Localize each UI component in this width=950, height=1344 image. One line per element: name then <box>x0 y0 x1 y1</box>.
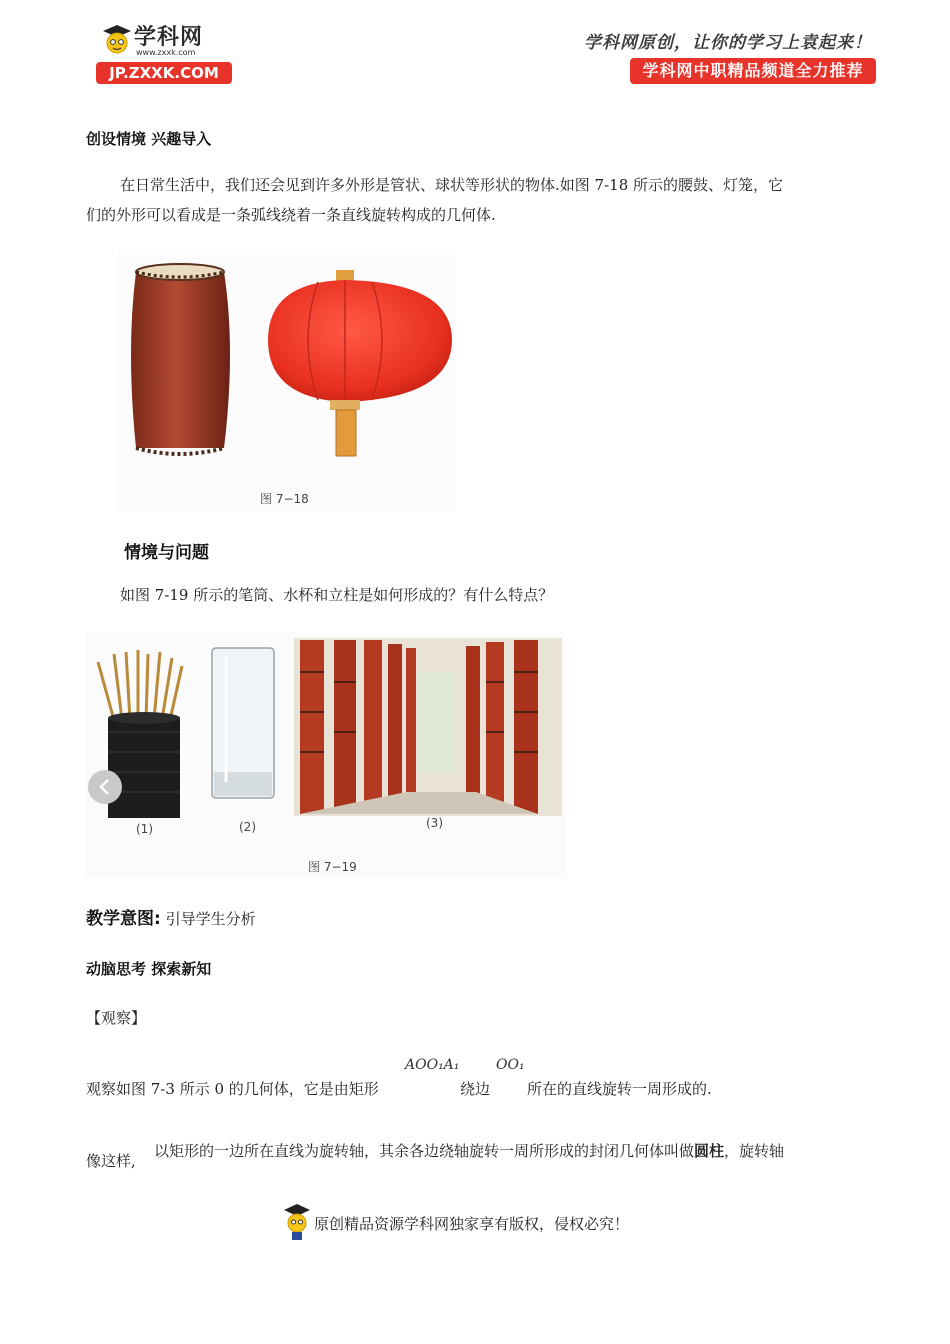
header-banner[interactable]: 学科网中职精品频道全力推荐 <box>630 58 876 84</box>
teaching-intent-text: 引导学生分析 <box>160 910 256 928</box>
columns-image <box>294 638 562 816</box>
footer-copyright: 原创精品资源学科网独家享有版权，侵权必究！ <box>314 1215 630 1233</box>
figure-7-19 <box>86 632 566 878</box>
intro-paragraph-line2: 们的外形可以看成是一条弧线绕着一条直线旋转构成的几何体. <box>86 206 496 224</box>
site-logo[interactable] <box>96 18 234 88</box>
cylinder-definition-a: 以矩形的一边所在直线为旋转轴，其余各边绕轴旋转一周所形成的封闭几何体叫做 <box>154 1142 695 1160</box>
like-this-text: 像这样, <box>86 1152 136 1170</box>
question-paragraph: 如图 7-19 所示的笔筒、水杯和立柱是如何形成的？有什么特点？ <box>120 586 554 604</box>
observe-text-a: 观察如图 7-3 所示 0 的几何体，它是由矩形 <box>86 1080 379 1098</box>
logo-url: www.zxxk.com <box>136 48 196 57</box>
intro-paragraph-line1: 在日常生活中，我们还会见到许多外形是管状、球状等形状的物体.如图 7-18 所示的腰鼓、灯笼，它 <box>120 176 784 194</box>
figure-7-18-illustration <box>118 250 456 512</box>
math-rectangle: AOO₁A₁ <box>405 1057 460 1073</box>
section-title-question: 情境与问题 <box>124 543 209 563</box>
teaching-intent-label: 教学意图: <box>86 909 161 929</box>
observe-text-c: 所在的直线旋转一周形成的. <box>527 1080 712 1098</box>
observe-text-b: 绕边 <box>460 1080 491 1098</box>
mascot-icon <box>100 22 134 56</box>
figure-7-18-caption: 图 7−18 <box>260 492 309 506</box>
figure-7-19-caption: 图 7−19 <box>308 860 357 874</box>
drum-image <box>131 264 230 454</box>
cylinder-definition-c: ，旋转轴 <box>724 1142 785 1160</box>
teaching-intent <box>86 904 256 934</box>
observe-label: 【观察】 <box>86 1009 147 1027</box>
section-title-explore: 动脑思考 探索新知 <box>86 960 212 978</box>
figure-7-19-label-2: (2) <box>239 820 256 834</box>
chevron-left-icon <box>88 770 122 804</box>
section-title-intro: 创设情境 兴趣导入 <box>86 130 212 148</box>
header-slogan: 学科网原创，让你的学习上袁起来！ <box>584 33 872 53</box>
logo-title: 学科网 <box>134 25 204 50</box>
figure-7-18 <box>118 250 456 512</box>
lantern-image <box>268 270 452 456</box>
figure-7-19-label-1: (1) <box>136 822 153 836</box>
mascot-icon <box>282 1202 312 1242</box>
carousel-prev-button[interactable] <box>88 770 122 804</box>
figure-7-19-illustration <box>86 632 566 878</box>
cylinder-definition <box>154 1136 784 1166</box>
figure-7-19-label-3: (3) <box>426 816 443 830</box>
cylinder-term: 圆柱 <box>694 1142 725 1160</box>
glass-image <box>212 648 274 798</box>
math-axis: OO₁ <box>496 1057 525 1073</box>
logo-site-badge: JP.ZXXK.COM <box>96 62 232 84</box>
